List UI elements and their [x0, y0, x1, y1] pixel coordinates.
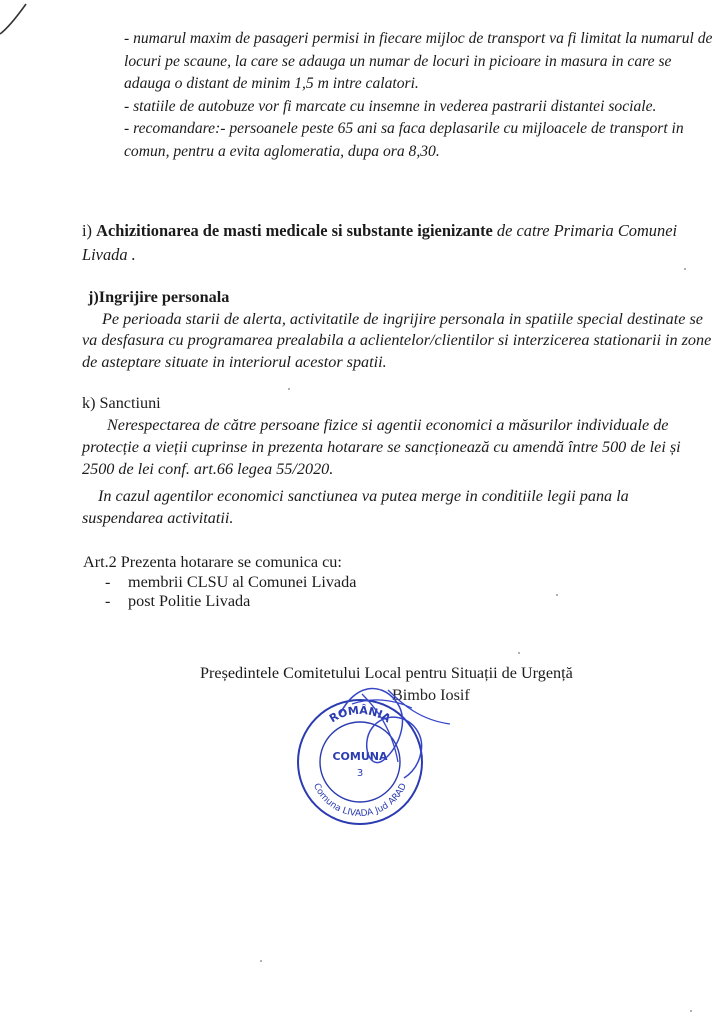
bullet-passenger-limit: - numarul maxim de pasageri permisi in fiecare mijloc de transport va fi limitat la numarul de locuri pe scaune, la care se adauga un numar de locuri in picioare in masura in care se adauga o distant de minim 1,5 m intre calatori.: [124, 30, 713, 93]
section-k-body: Nerespectarea de către persoane fizice si agentii economici a măsurilor individuale de protecție a vieții cuprinse in prezenta hotarare se sancționează cu amendă între 500 de lei și 2500 de lei conf. art.66 legea 55/2020.: [82, 416, 681, 478]
scan-speck: [690, 1010, 692, 1012]
recipient-item: - post Politie Livada: [105, 592, 583, 612]
section-k-body-2: In cazul agentilor economici sanctiunea va putea merge in conditiile legii pana la suspendarea activitatii.: [82, 487, 629, 527]
stamp-top-text: ROMÂNIA: [327, 703, 393, 726]
pen-stroke-mark: [0, 0, 40, 40]
handwritten-signature: [300, 674, 460, 794]
section-j: [82, 287, 712, 373]
bullet-recommendation: - recomandare:- persoanele peste 65 ani sa faca deplasarile cu mijloacele de transport in comun, pentru a evita aglomeratia, dupa ora 8,30.: [124, 120, 684, 160]
stamp-bottom-text: Comuna LIVADA Jud ARAD: [310, 781, 410, 820]
recipients-list: [83, 573, 583, 612]
recipient-item: - membrii CLSU al Comunei Livada: [105, 573, 583, 593]
section-j-heading: j)Ingrijire personala: [88, 288, 230, 306]
bullet-bus-stations: - statiile de autobuze vor fi marcate cu insemne in vederea pastrarii distantei sociale.: [124, 97, 657, 115]
section-i-heading: Achizitionarea de masti medicale si substante igienizante: [96, 221, 493, 240]
scan-speck: [288, 388, 290, 390]
scan-speck: [260, 960, 262, 962]
article-2-intro: Art.2 Prezenta hotarare se comunica cu:: [83, 553, 342, 571]
signatory-name: Bimbo Iosif: [392, 686, 470, 704]
section-i-prefix: i): [82, 221, 97, 240]
section-j-body: Pe perioada starii de alerta, activitatile de ingrijire personala in spatiile special destinate se va desfasura cu programarea prealabila a aclientelor/clientilor si interzicerea stationarii in zone de asteptare situate in interiorul acestor spatii.: [82, 309, 712, 371]
stamp-middle-text: COMUNA: [332, 750, 388, 763]
section-i: [82, 219, 694, 267]
scan-speck: [518, 652, 520, 654]
section-i-text: de catre Primaria Comunei Livada .: [82, 221, 678, 264]
scan-speck: [556, 594, 558, 596]
section-k-heading: k) Sanctiuni: [82, 394, 161, 412]
section-k: [82, 392, 714, 529]
transport-measures-list: [121, 28, 713, 164]
article-2: [83, 553, 583, 612]
scan-speck: [684, 268, 686, 270]
signatory-title: Președintele Comitetului Local pentru Situații de Urgență: [200, 664, 573, 682]
stamp-number: 3: [356, 768, 364, 779]
